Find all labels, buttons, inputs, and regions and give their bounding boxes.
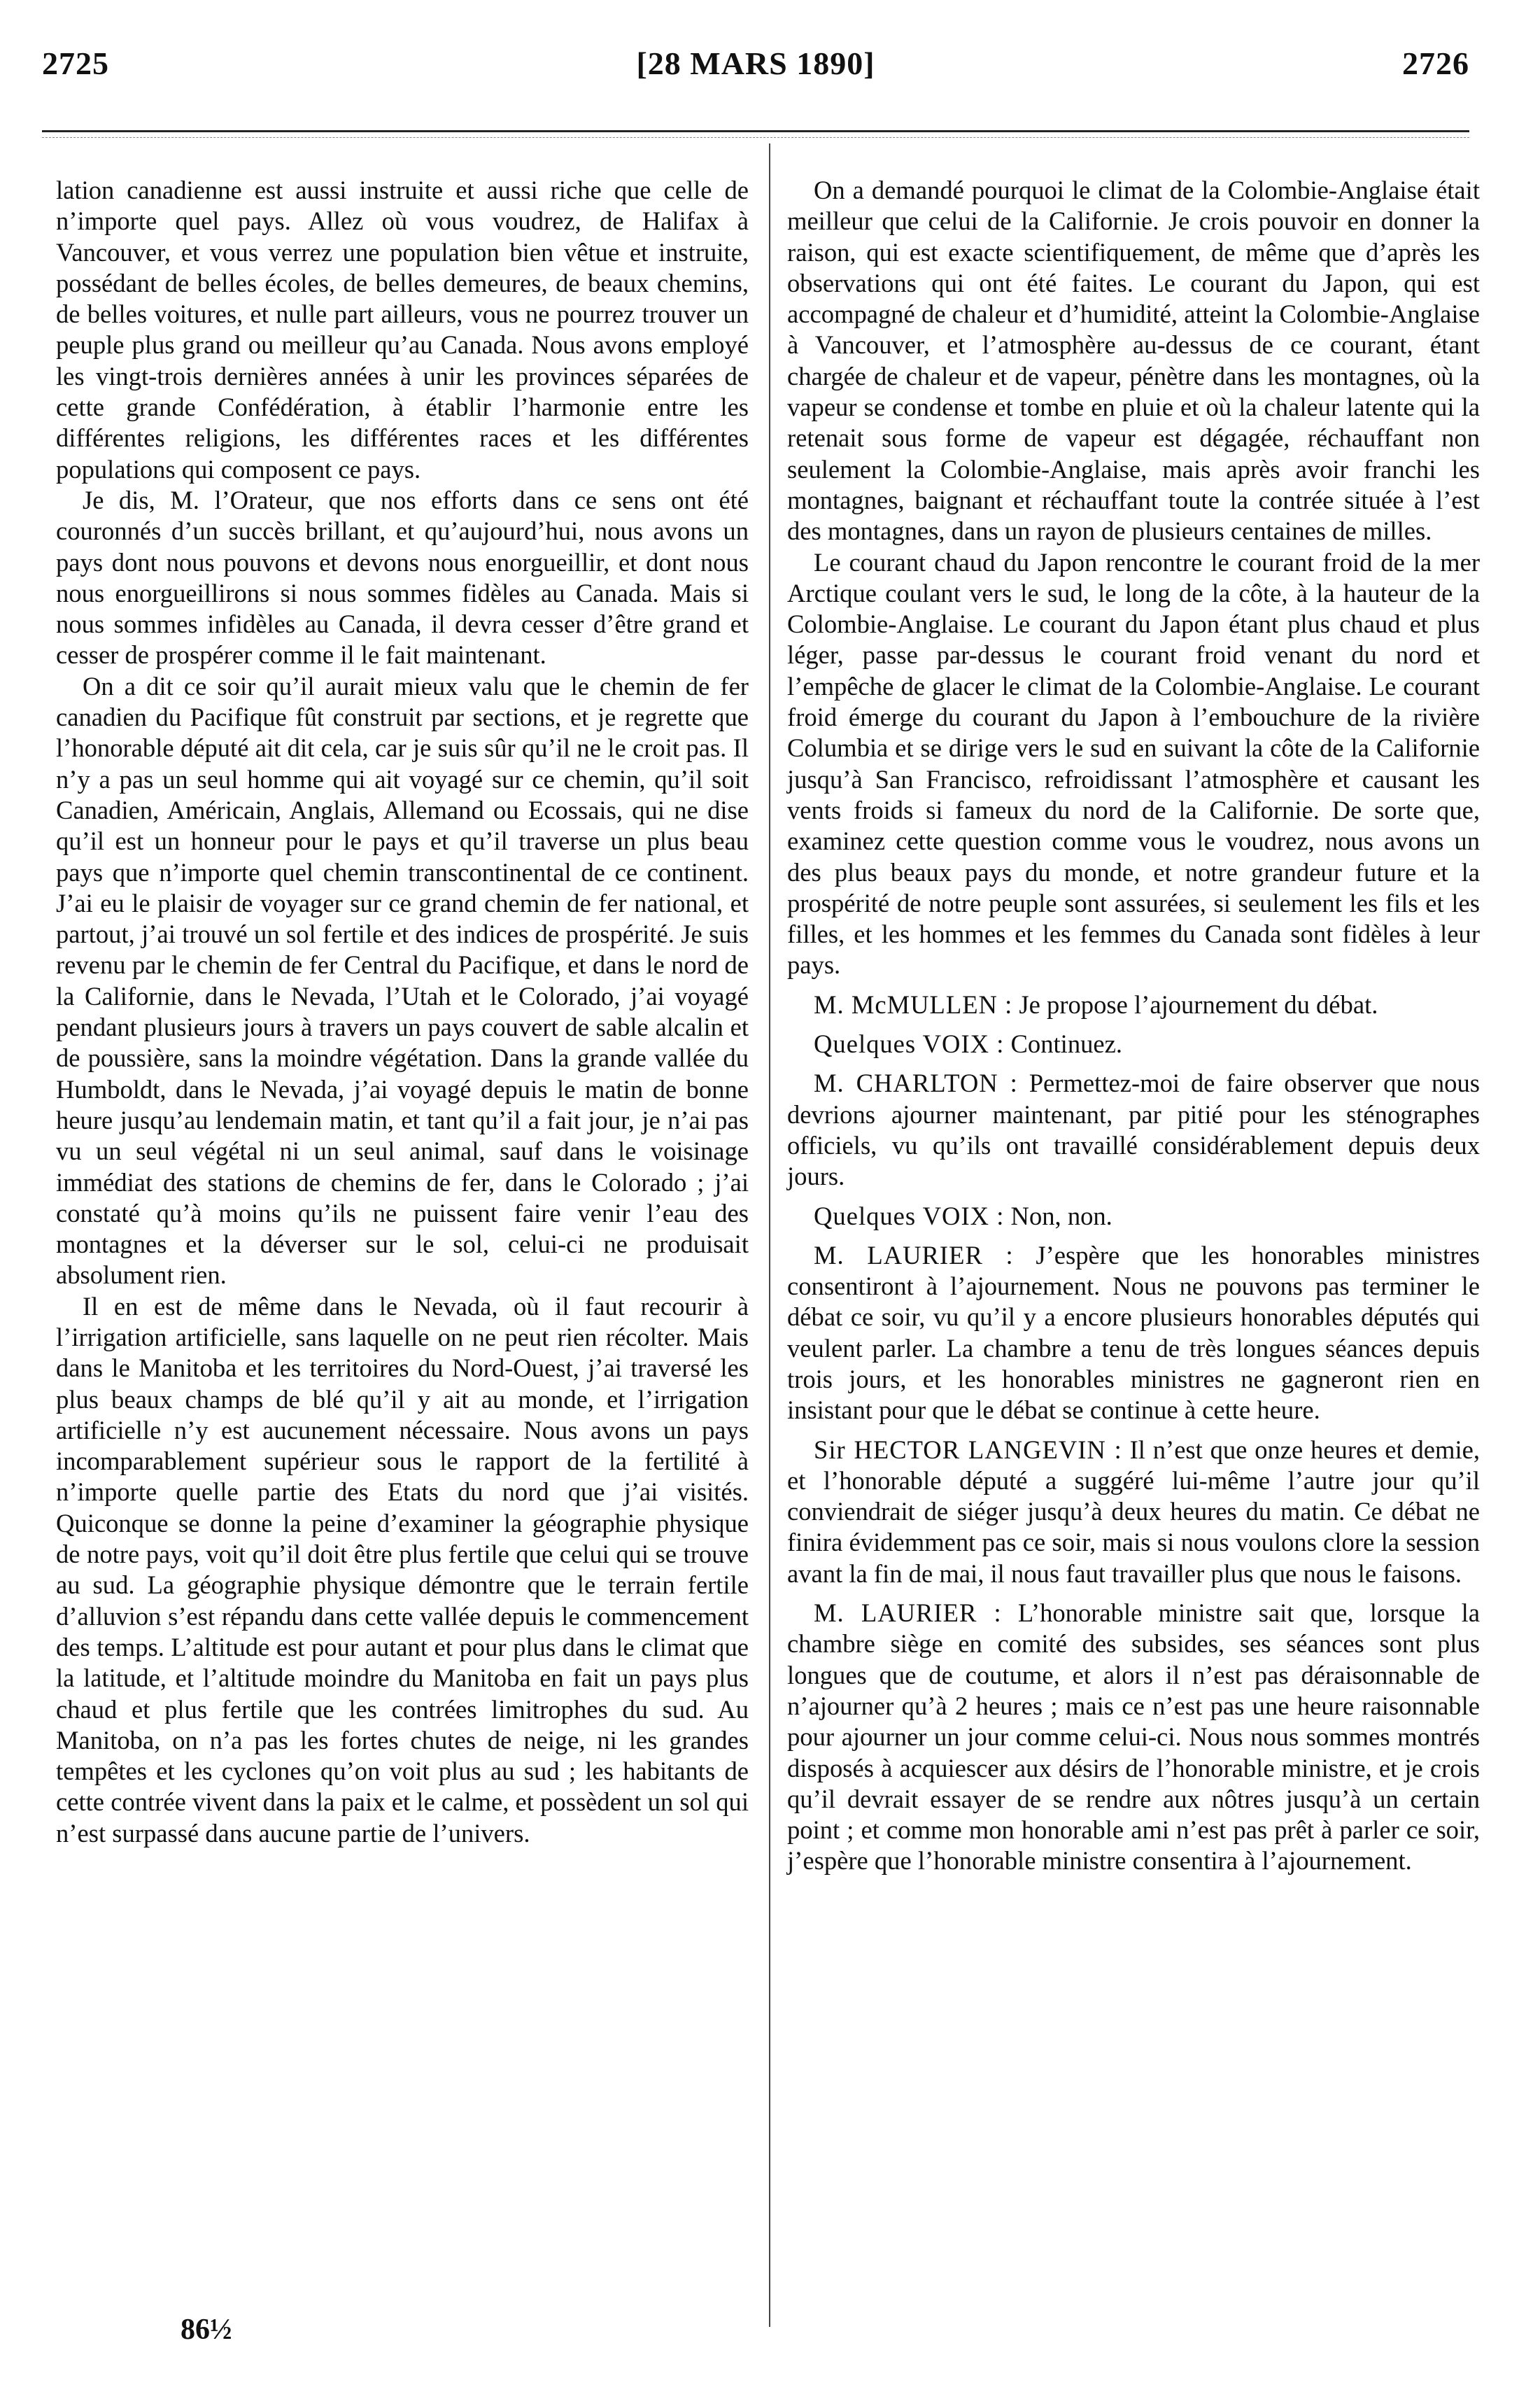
signature-mark: 86½ (181, 2314, 232, 2346)
speech (787, 1029, 1480, 1060)
speaker-name: Quelques VOIX : (814, 1029, 1005, 1059)
page-date: [28 MARS 1890] (636, 45, 875, 81)
speech (787, 1201, 1480, 1232)
left-column (56, 175, 749, 1849)
speaker-name: M. LAURIER : (814, 1598, 1002, 1628)
paragraph: Il en est de même dans le Nevada, où il faut recourir à l’irrigation artificielle, sans laquelle on ne peut rien récolter. Mais dans le Manitoba et les territoires du Nord-Ouest, j’ai traversé les plus beaux champs de blé qu’il y ait au monde, et l’irrigation artificielle n’y est aucunement nécessaire. Nous avons un pays incomparablement supérieur sous le rapport de la fertilité à n’importe quelle partie des Etats du nord que j’ai visités. Quiconque se donne la peine d’examiner la géographie physique de notre pays, voit qu’il doit être plus fertile que celui qui se trouve au sud. La géographie physique démontre que le terrain fertile d’alluvion s’est répandu dans cette vallée depuis le commencement des temps. L’altitude est pour autant et pour plus dans le climat que la latitude, et l’altitude moindre du Manitoba en fait un pays plus chaud et plus fertile que les contrées limitrophes du sud. Au Manitoba, on n’a pas les fortes chutes de neige, ni les grandes tempêtes et les cyclones qu’on voit plus au sud ; les habitants de cette contrée vivent dans la paix et le calme, et possèdent un sol qui n’est surpassé dans aucune partie de l’univers. (56, 1291, 749, 1848)
speaker-name: M. LAURIER : (814, 1240, 1014, 1269)
paragraph: On a dit ce soir qu’il aurait mieux valu que le chemin de fer canadien du Pacifique fût construit par sections, et je regrette que l’honorable député ait dit cela, car je suis sûr qu’il ne le croit pas. Il n’y a pas un seul homme qui ait voyagé sur ce chemin, qu’il soit Canadien, Américain, Anglais, Allemand ou Ecossais, qui ne dise qu’il est un honneur pour le pays et qu’il traverse un plus beau pays que n’importe quel chemin transcontinental de ce continent. J’ai eu le plaisir de voyager sur ce grand chemin de fer national, et partout, j’ai trouvé un sol fertile et des indices de prospérité. Je suis revenu par le chemin de fer Central du Pacifique, et dans le nord de la Californie, dans le Nevada, l’Utah et le Colorado, j’ai voyagé pendant plusieurs jours à travers un pays couvert de sable alcalin et de poussière, sans la moindre végétation. Dans la grande vallée du Humboldt, dans le Nevada, j’ai voyagé depuis le matin de bonne heure jusqu’au lendemain matin, et tant qu’il a fait jour, je n’ai pas vu un seul végétal ni un seul animal, sauf dans le voisinage immédiat des stations de chemins de fer, dans le Colorado ; j’ai constaté qu’à moins qu’ils ne puissent faire venir l’eau des montagnes et la déverser sur le sol, celui-ci ne produisait absolument rien. (56, 671, 749, 1290)
speech-text: Non, non. (1010, 1201, 1112, 1230)
speaker-name: Sir HECTOR LANGEVIN : (814, 1435, 1122, 1464)
speech-text: L’honorable ministre sait que, lorsque la chambre siège en comité des subsides, ses séances sont plus longues que de coutume, et alors il n’est pas déraisonnable de n’ajourner qu’à 2 heures ; mais ce n’est pas une heure raisonnable pour ajourner un jour comme celui-ci. Nous nous sommes montrés disposés à acquiescer aux désirs de l’honorable ministre, et je crois qu’il devrait essayer de se rendre aux nôtres jusqu’à un certain point ; et comme mon honorable ami n’est pas prêt à parler ce soir, j’espère que l’honorable ministre consentira à l’ajournement. (787, 1598, 1481, 1876)
page-number-right: 2726 (1402, 45, 1469, 81)
speech (787, 1435, 1480, 1589)
speaker-name: M. CHARLTON : (814, 1069, 1018, 1098)
speech-text: J’espère que les honorables ministres consentiront à l’ajournement. Nous ne pouvons pas terminer le débat ce soir, vu qu’il y a encore plusieurs honorables députés qui veulent parler. La chambre a tenu de très longues séances depuis trois jours, et les honorables ministres ne gagneront rien en insistant pour que le débat se continue à cette heure. (787, 1240, 1480, 1425)
speech (787, 1598, 1480, 1877)
paragraph-text: Le courant chaud du Japon rencontre le courant froid de la mer Arctique coulant vers le sud, le long de la côte, à la hauteur de la Colombie-Anglaise. Le courant du Japon étant plus chaud et plus léger, passe par-dessus le courant froid venant du nord et l’empêche de glacer le climat de la Colombie-Anglaise. Le courant froid émerge du courant du Japon à l’embouchure de la rivière Columbia et se dirige vers le sud en suivant la côte de la Californie jusqu’à San Francisco, refroidissant l’atmosphère et causant les vents froids si fameux du nord de la Californie. De sorte que, examinez cette question comme vous le voudrez, nous avons un des plus beaux pays du monde, et notre grandeur future et la prospérité de notre peuple sont assurées, si seulement les fils et les filles, et les hommes et les femmes du Canada sont fidèles à leur pays. (787, 547, 1480, 980)
page-header (42, 45, 1469, 94)
paragraph (787, 175, 1480, 547)
speech-text: Il n’est que onze heures et demie, et l’honorable député a suggéré lui-même l’autre jour qu’il conviendrait de siéger jusqu’à deux heures du matin. Ce débat ne finira évidemment pas ce soir, mais si nous voulons clore la session avant la fin de mai, il nous faut travailler plus que nous le faisons. (787, 1435, 1480, 1588)
column-divider (769, 143, 770, 2327)
speech (787, 990, 1480, 1020)
paragraph: lation canadienne est aussi instruite et aussi riche que celle de n’importe quel pays. Allez où vous voudrez, de Halifax à Vancouver, et vous verrez une population bien vêtue et instruite, possédant de belles écoles, de belles demeures, de beaux chemins, de belles voitures, et nulle part ailleurs, vous ne pourrez trouver un peuple plus grand ou meilleur qu’au Canada. Nous avons employé les vingt-trois dernières années à unir les provinces séparées de cette grande Confédération, à établir l’harmonie entre les différentes religions, les différentes races et les différentes populations qui composent ce pays. (56, 176, 749, 484)
paragraph-text: On a demandé pourquoi le climat de la Colombie-Anglaise était meilleur que celui de la Californie. Je crois pouvoir en donner la raison, qui est exacte scientifiquement, de même que d’après les observations qui ont été faites. Le courant du Japon, qui est accompagné de chaleur et d’humidité, atteint la Colombie-Anglaise à Vancouver, et l’atmosphère au-dessus de ce courant, étant chargée de chaleur et de vapeur, pénètre dans les montagnes, où la vapeur se condense et tombe en pluie et où la chaleur latente qui la retenait sous forme de vapeur est dégagée, réchauffant non seulement la Colombie-Anglaise, mais après avoir franchi les montagnes, baignant et réchauffant toute la contrée située à l’est des montagnes, dans un rayon de plusieurs centaines de milles. (787, 176, 1480, 546)
right-column (787, 175, 1480, 1877)
speech-text: Continuez. (1010, 1029, 1123, 1059)
page-number-left: 2725 (42, 45, 109, 81)
speech-text: Permettez-moi de faire observer que nous devrions ajourner maintenant, par pitié pour les sténographes officiels, vu qu’ils ont travaillé considérablement depuis deux jours. (787, 1069, 1480, 1191)
header-rule-secondary (42, 137, 1469, 138)
paragraph: Je dis, M. l’Orateur, que nos efforts dans ce sens ont été couronnés d’un succès brillant, et qu’aujourd’hui, nous avons un pays dont nous pouvons et devons nous enorgueillir, et dont nous nous enorgueillirons si nous sommes fidèles au Canada. Mais si nous sommes infidèles au Canada, il devra cesser d’être grand et cesser de prospérer comme il le fait maintenant. (56, 485, 749, 670)
speech (787, 1240, 1480, 1426)
speech (787, 1068, 1480, 1192)
header-rule (42, 130, 1469, 132)
speech-text: Je propose l’ajournement du débat. (1019, 990, 1378, 1019)
speaker-name: M. McMULLEN : (814, 990, 1013, 1019)
speaker-name: Quelques VOIX : (814, 1201, 1005, 1230)
paragraph (787, 547, 1480, 981)
